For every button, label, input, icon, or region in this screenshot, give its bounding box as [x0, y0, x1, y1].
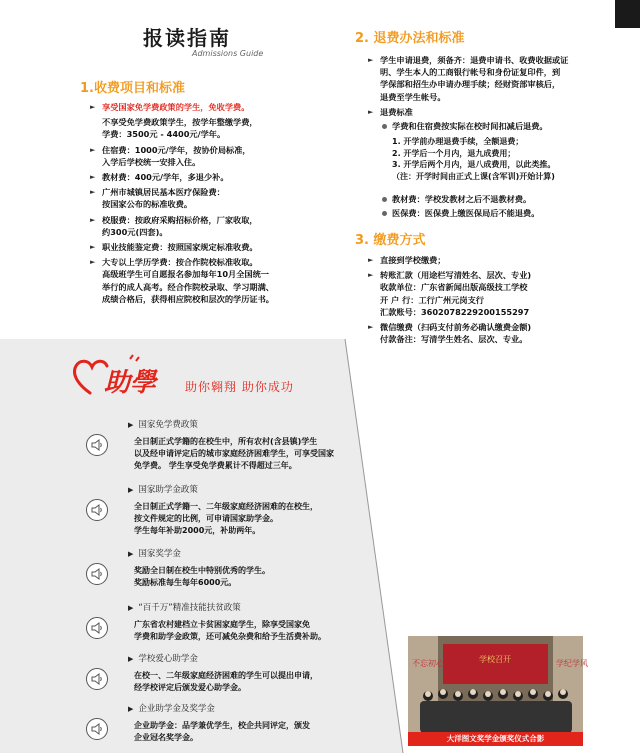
bullet-arrow-icon: ► — [368, 323, 374, 332]
list-item-text: 大专以上学历学费：按合作院校标准收取。 高级班学生可自愿报名参加每年10月全国统一 举行的成人高考。经合作院校录取、学习期满、 成绩合格后，获得相应院校和层次的学历证书。 — [102, 257, 274, 304]
list-item — [90, 241, 360, 253]
svg-text:不忘初心: 不忘初心 — [412, 659, 444, 668]
payment-list — [368, 254, 633, 348]
triangle-icon: ▶ — [128, 550, 134, 558]
triangle-icon: ▶ — [128, 421, 134, 429]
bullet-arrow-icon: ► — [90, 173, 96, 182]
photo-caption: 大洋图文奖学金颁奖仪式合影 — [408, 732, 583, 746]
refund-sub-list-2 — [380, 193, 635, 221]
list-item — [368, 254, 633, 266]
list-item-text: 退费标准 — [380, 106, 413, 117]
aid-entry-heading — [128, 601, 241, 613]
list-item — [90, 256, 360, 305]
sub-list-item-text: 学费和住宿费按实际在校时间扣减后退费。 — [392, 121, 548, 131]
aid-entry-heading-text: 企业助学金及奖学金 — [138, 704, 215, 714]
speaker-icon — [86, 617, 108, 639]
fees-heading: 1.收费项目和标准 — [80, 81, 185, 96]
speaker-icon — [86, 434, 108, 456]
list-item — [368, 269, 633, 318]
aid-entry-heading-text: 国家奖学金 — [138, 549, 181, 559]
list-item-text: 转账汇款（用途栏写清姓名、层次、专业) 收款单位：广东省新闻出版高级技工学校 开 户 行：工行广州元岗支行 汇款账号：3602078229200155297 — [380, 270, 532, 317]
list-item-text: 享受国家免学费政策的学生，免收学费。 — [102, 102, 250, 112]
svg-text:学校召开: 学校召开 — [479, 655, 511, 664]
list-item-text: 学生申请退费，须备齐：退费申请书、收费收据或证 明、学生本人的工商银行帐号和身份证复印件，到 学保部和招生办申请办理手续；经财资部审核后， 退费至学生帐号。 — [380, 55, 569, 102]
aid-entry-text: 奖励全日制在校生中特别优秀的学生。 奖励标准每生每年6000元。 — [134, 566, 270, 587]
aid-entry-heading — [128, 418, 198, 430]
list-item-text: 教材费：400元/学年，多退少补。 — [102, 172, 229, 183]
bullet-arrow-icon: ► — [90, 188, 96, 197]
bullet-dot-icon — [382, 211, 387, 216]
list-item — [90, 144, 360, 168]
refund-steps: 1. 开学前办理退费手续，全额退费； 2. 开学后一个月内，退九成费用； 3. 开学后两个月内，退八成费用，以此类推。 （注：开学时间由正式上课(含军训)开始计算) — [392, 137, 556, 181]
list-item-text: 微信缴费（扫码支付前务必确认缴费金额) 付款备注：写清学生姓名、层次、专业。 — [380, 322, 532, 345]
aid-slogan: 助你翱翔 助你成功 — [185, 380, 294, 394]
aid-entry-text: 全日制正式学籍的在校生中，所有农村(含县镇)学生 以及经申请评定后的城市家庭经济困难学生，可享受国家 免学费。 学生享受免学费累计不得超过三年。 — [134, 437, 334, 470]
bullet-arrow-icon: ► — [90, 243, 96, 252]
heart-icon — [70, 353, 180, 401]
list-item — [90, 116, 360, 140]
speaker-icon — [86, 718, 108, 740]
refund-list — [368, 54, 633, 121]
award-photo — [408, 636, 588, 746]
list-item — [90, 101, 360, 113]
aid-entry-text: 广东省农村建档立卡贫困家庭学生，除享受国家免 学费和助学金政策，还可减免杂费和给予生活费补助。 — [134, 620, 326, 641]
bullet-arrow-icon: ► — [368, 271, 374, 280]
list-item-text: 职业技能鉴定费：按照国家规定标准收费。 — [102, 242, 258, 253]
aid-entry-text: 全日制正式学籍一、二年级家庭经济困难的在校生， 按文件规定的比例，可申请国家助学金。 学生每年补助2000元，补助两年。 — [134, 502, 318, 535]
sub-list-item — [380, 207, 635, 219]
payment-heading: 3. 缴费方式 — [355, 233, 426, 248]
bullet-arrow-icon: ► — [90, 258, 96, 267]
list-item — [368, 321, 633, 345]
svg-text:学纪学风: 学纪学风 — [556, 659, 588, 668]
list-item-text: 直接到学校缴费； — [380, 255, 446, 265]
speaker-icon — [86, 563, 108, 585]
aid-entry-heading-text: 国家免学费政策 — [138, 420, 198, 430]
triangle-icon: ▶ — [128, 655, 134, 663]
aid-logo — [70, 353, 180, 405]
bullet-arrow-icon: ► — [90, 145, 96, 154]
triangle-icon: ▶ — [128, 705, 134, 713]
bullet-dot-icon — [382, 124, 387, 129]
list-item — [90, 186, 360, 210]
refund-sub-list — [380, 120, 635, 134]
list-item — [368, 106, 633, 118]
list-item-text: 住宿费：1000元/学年，按协价局标准， 入学后学校统一安排入住。 — [102, 144, 251, 167]
sub-list-item — [380, 120, 635, 132]
list-item-text: 不享受免学费政策学生，按学年整缴学费， 学费：3500元 - 4400元/学年。 — [102, 117, 258, 140]
triangle-icon: ▶ — [128, 486, 134, 494]
triangle-icon: ▶ — [128, 604, 134, 612]
aid-entry-text: 在校一、二年级家庭经济困难的学生可以提出申请， 经学校评定后颁发爱心助学金。 — [134, 671, 318, 692]
bullet-arrow-icon: ► — [368, 107, 374, 116]
speaker-icon — [86, 499, 108, 521]
aid-entry-heading — [128, 652, 198, 664]
refund-heading: 2. 退费办法和标准 — [355, 31, 465, 46]
page-title: 报读指南 — [143, 26, 231, 50]
page-subtitle: Admissions Guide — [192, 49, 264, 58]
aid-entry-text: 企业助学金：品学兼优学生，校企共同评定，颁发 企业冠名奖学金。 — [134, 721, 310, 742]
bullet-arrow-icon: ► — [368, 256, 374, 264]
aid-entry-heading — [128, 547, 181, 559]
corner-block — [615, 0, 640, 28]
list-item-text: 广州市城镇居民基本医疗保险费： 按国家公布的标准收费。 — [102, 187, 225, 210]
sub-list-item-text: 教材费：学校发教材之后不退教材费。 — [392, 194, 532, 204]
aid-entry-heading-text: 学校爱心助学金 — [138, 654, 198, 664]
svg-text:助學: 助學 — [104, 368, 157, 398]
aid-entry-heading-text: “百千万”精准技能扶贫政策 — [138, 603, 241, 613]
list-item-text: 校服费：按政府采购招标价格，厂家收取， 约300元(四套)。 — [102, 214, 258, 237]
aid-entry-heading-text: 国家助学金政策 — [138, 485, 198, 495]
bullet-arrow-icon: ► — [90, 103, 96, 111]
list-item — [90, 214, 360, 238]
sub-list-item-text: 医保费：医保费上缴医保局后不能退费。 — [392, 208, 540, 218]
fees-list — [90, 101, 360, 308]
list-item — [368, 54, 633, 103]
aid-entry-heading — [128, 702, 215, 714]
bullet-arrow-icon: ► — [368, 56, 374, 64]
bullet-dot-icon — [382, 197, 387, 202]
list-item — [90, 171, 360, 183]
speaker-icon — [86, 668, 108, 690]
aid-entry-heading — [128, 483, 198, 495]
group-photo-image — [408, 636, 588, 746]
bullet-arrow-icon: ► — [90, 215, 96, 224]
sub-list-item — [380, 193, 635, 205]
